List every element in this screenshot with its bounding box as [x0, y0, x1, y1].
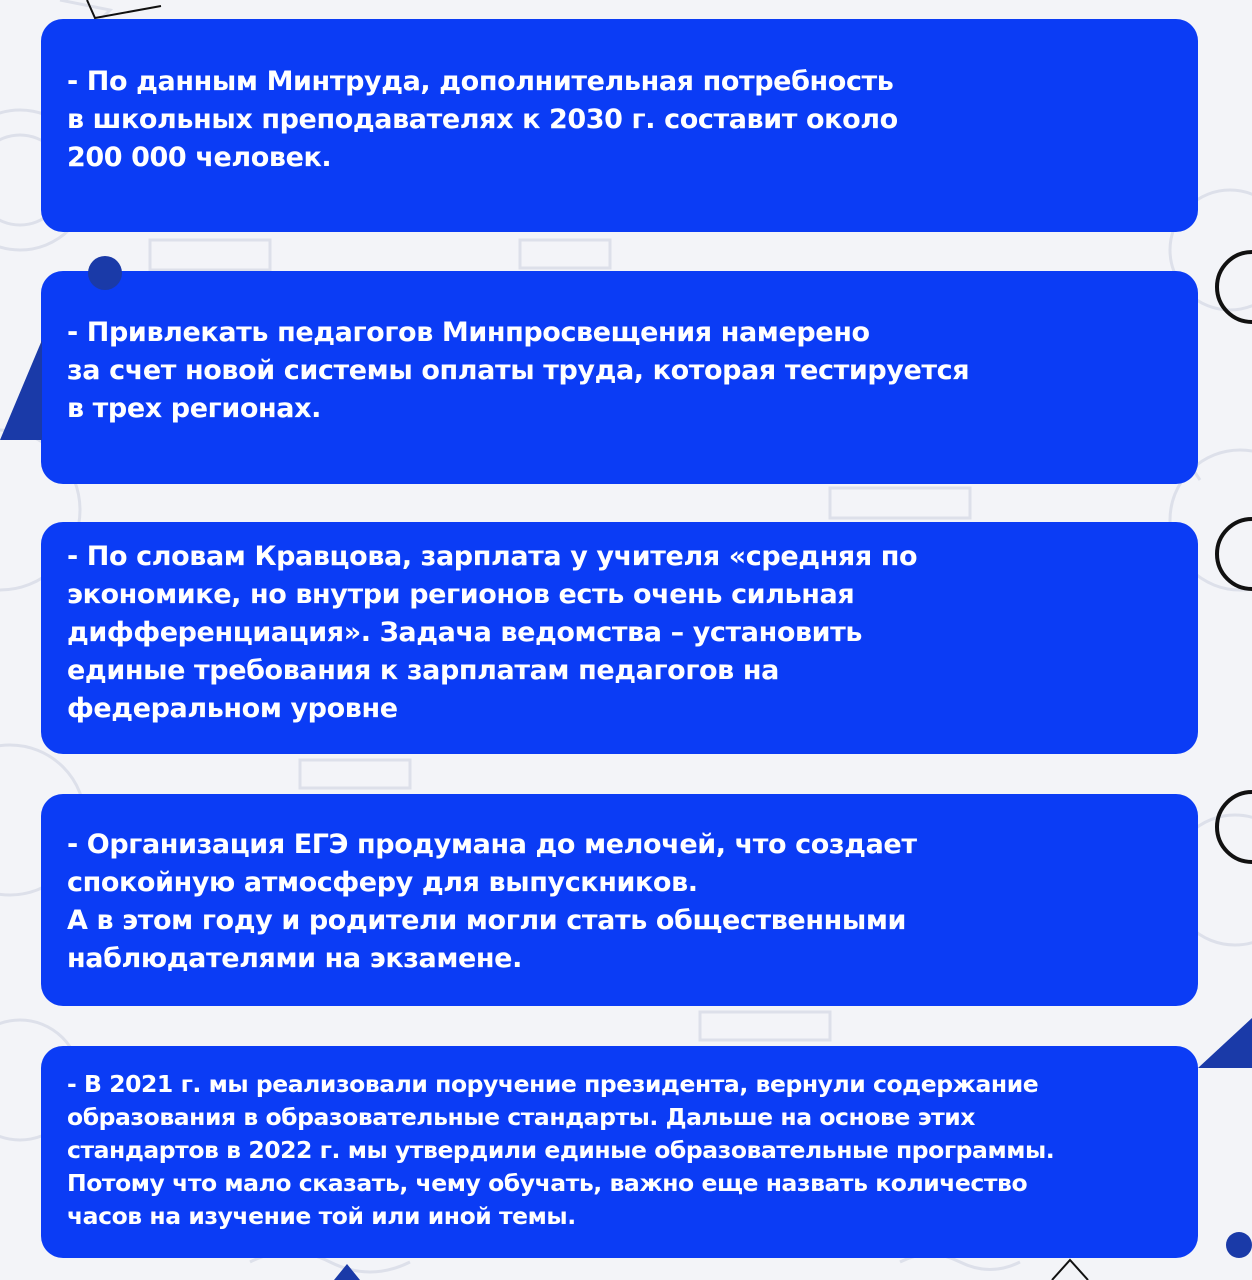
- info-card-text: - Привлекать педагогов Минпросвещения намерено за счет новой системы оплаты труда, которая тестируется в трех регионах.: [67, 317, 970, 424]
- outline-triangle-decoration: [85, 0, 165, 22]
- info-card-salary: [41, 522, 1198, 754]
- outline-half-circle-decoration: [1212, 788, 1252, 866]
- outline-half-circle-decoration: [1212, 248, 1252, 326]
- info-card-text: - По данным Минтруда, дополнительная потребность в школьных преподавателях к 2030 г. составит около 200 000 человек.: [67, 66, 898, 173]
- dark-triangle-decoration: [0, 340, 42, 440]
- outline-triangle-decoration: [330, 1262, 364, 1280]
- info-card-exam: [41, 794, 1198, 1006]
- info-card-text: - В 2021 г. мы реализовали поручение президента, вернули содержание образования в образовательные стандарты. Дальше на основе этих стандартов в 2022 г. мы утвердили единые образовательные программы. Потому что мало сказать, чему обучать, важно еще назвать количество часов на изучение той или иной темы.: [67, 1070, 1055, 1230]
- outline-half-circle-decoration: [1212, 515, 1252, 593]
- dot-decoration: [1226, 1232, 1252, 1258]
- dot-decoration: [88, 256, 122, 290]
- info-card-payment-system: [41, 271, 1198, 484]
- dark-triangle-decoration: [1198, 1018, 1252, 1073]
- outline-triangle-decoration: [1050, 1258, 1090, 1280]
- info-card-standards: [41, 1046, 1198, 1258]
- info-card-text: - По словам Кравцова, зарплата у учителя «средняя по экономике, но внутри регионов есть очень сильная дифференциация». Задача ведомства – установить единые требования к зарплатам педагогов на федеральном уровне: [67, 541, 918, 724]
- info-card-labor-demand: [41, 19, 1198, 232]
- info-card-text: - Организация ЕГЭ продумана до мелочей, что создает спокойную атмосферу для выпускников. А в этом году и родители могли стать общественными наблюдателями на экзамене.: [67, 829, 917, 974]
